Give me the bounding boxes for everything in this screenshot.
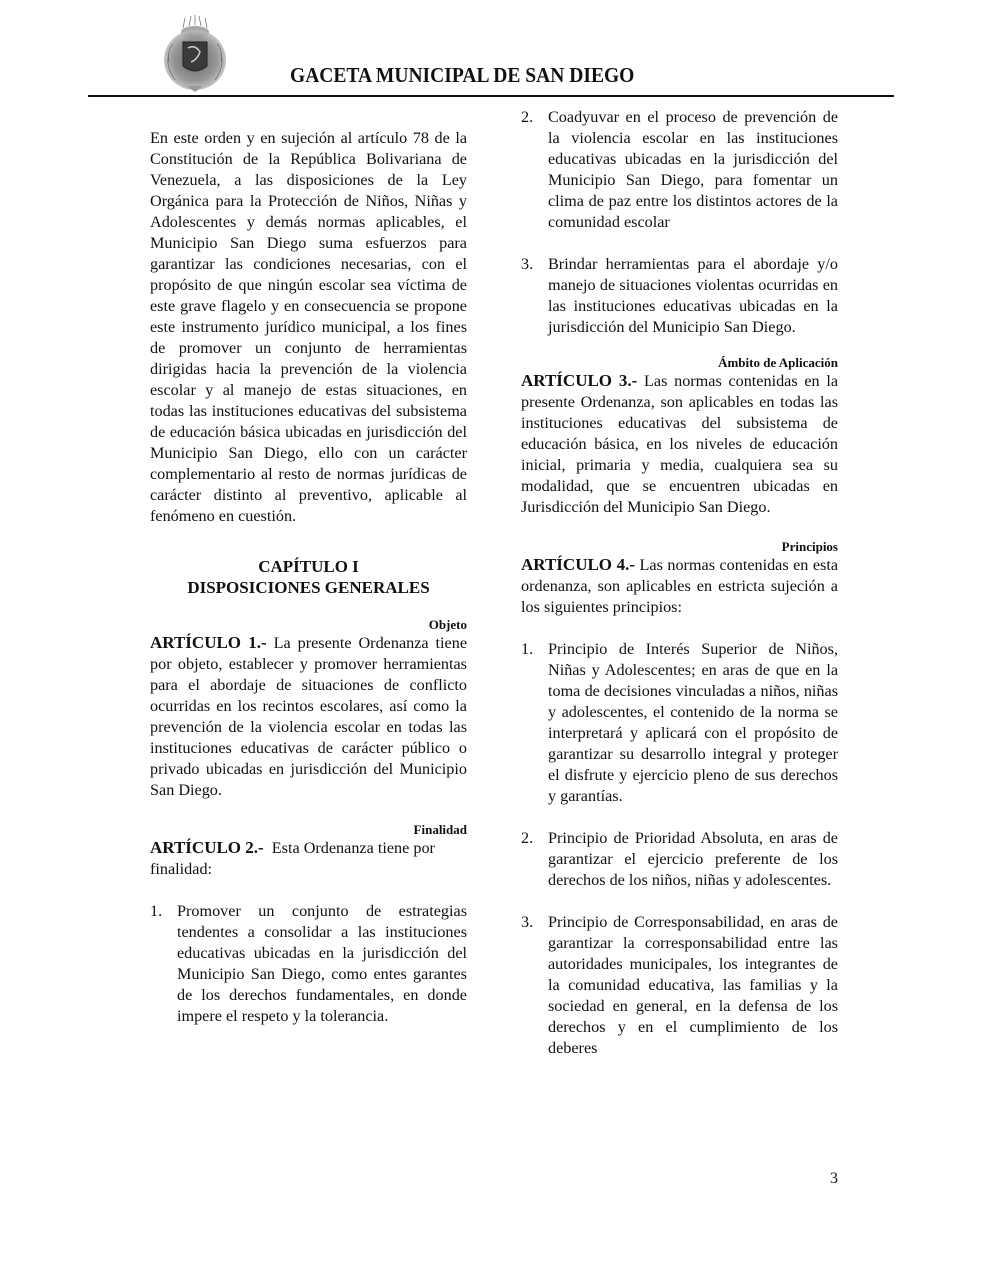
list-number: 1. [150,902,163,920]
list-item [521,828,838,891]
article-4 [521,554,838,618]
article-1-rubric: Objeto [428,617,467,632]
list-text: Principio de Prioridad Absoluta, en aras de garantizar el ejercicio preferente de los derechos de los niños, niñas y adolescentes. [548,829,838,889]
list-item [521,912,838,1059]
chapter-title: DISPOSICIONES GENERALES [187,578,430,597]
article-2-rubric: Finalidad [413,822,467,837]
gazette-title: GACETA MUNICIPAL DE SAN DIEGO [290,63,635,87]
article-1-label: ARTÍCULO 1.- [150,633,267,652]
list-text: Brindar herramientas para el abordaje y/o manejo de situaciones violentas ocurridas en las instituciones educativas ubicadas en la jurisdicción del Municipio San Diego. [548,255,838,336]
article-3-rubric: Ámbito de Aplicación [718,355,838,370]
page-number: 3 [830,1170,838,1187]
list-text: Coadyuvar en el proceso de prevención de la violencia escolar en las instituciones educativas ubicadas en la jurisdicción del Municipio San Diego, para fomentar un clima de paz entre los distintos actores de la comunidad escolar [548,108,838,231]
article-3-label: ARTÍCULO 3.- [521,371,638,390]
article-2 [150,837,467,880]
article-1 [150,632,467,801]
article-2-text: Esta Ordenanza tiene por finalidad: [150,839,439,878]
left-column [150,128,467,1027]
header-divider [88,95,894,97]
list-text: Promover un conjunto de estrategias tendentes a consolidar a las instituciones educativas ubicadas en la jurisdicción del Municipio San Diego, como entes garantes de los derechos fundamentales, en donde impere el respeto y la tolerancia. [177,902,467,1025]
list-number: 3. [521,255,534,273]
article-4-text: Las normas contenidas en esta ordenanza, son aplicables en estricta sujeción a los siguientes principios: [521,556,839,616]
article-3-text: Las normas contenidas en la presente Ordenanza, son aplicables en todas las instituciones educativas del subsistema de educación básica, en los niveles de educación inicial, primaria y media, cualquiera sea su modalidad, que se encuentren ubicadas en Jurisdicción del Municipio San Diego. [521,372,839,516]
right-column [521,107,838,1059]
list-number: 3. [521,913,534,931]
chapter-number: CAPÍTULO I [258,557,359,576]
intro-paragraph: En este orden y en sujeción al artículo 78 de la Constitución de la República Bolivariana de Venezuela, a las disposiciones de la Ley Orgánica para la Protección de Niños, Niñas y Adolescentes y demás normas aplicables, el Municipio San Diego suma esfuerzos para garantizar las condiciones necesarias, con el propósito de que ningún escolar sea víctima de este grave flagelo y en consecuencia se propone este instrumento jurídico municipal, a los fines de promover un conjunto de herramientas dirigidas hacia la prevención de la violencia escolar y al manejo de estas situaciones, en todas las instituciones educativas del subsistema de educación básica ubicadas en jurisdicción del Municipio San Diego, ello con un carácter complementario al resto de normas jurídicas de carácter distinto al preventivo, aplicable al fenómeno en cuestión. [150,129,467,525]
article-1-text: La presente Ordenanza tiene por objeto, establecer y promover herramientas para el abordaje de situaciones de conflicto ocurridas en los recintos escolares, así como la prevención de la violencia escolar en todas las instituciones educativas de carácter público o privado ubicadas en jurisdicción del Municipio San Diego. [150,634,468,799]
list-number: 1. [521,640,534,658]
list-item [521,639,838,807]
article-2-label: ARTÍCULO 2.- [150,838,264,857]
list-text: Principio de Corresponsabilidad, en aras de garantizar la corresponsabilidad entre las autoridades municipales, los integrantes de la comunidad educativa, las familias y la sociedad en general, en la defensa de los derechos y en el cumplimiento de los deberes [548,913,838,1057]
article-3 [521,370,838,518]
article-4-label: ARTÍCULO 4.- [521,555,636,574]
list-number: 2. [521,829,534,847]
coat-of-arms-icon [155,14,235,94]
list-item [150,901,467,1027]
list-number: 2. [521,108,534,126]
article-4-rubric: Principios [781,539,838,554]
list-item [521,107,838,233]
page-header [0,0,990,100]
list-item [521,254,838,338]
list-text: Principio de Interés Superior de Niños, Niñas y Adolescentes; en aras de que en la toma de decisiones vinculadas a niños, niñas y adolescentes, el contenido de la norma se interpretará y aplicará con el propósito de garantizar su desarrollo integral y proteger el disfrute y ejercicio pleno de sus derechos y garantías. [548,640,838,805]
